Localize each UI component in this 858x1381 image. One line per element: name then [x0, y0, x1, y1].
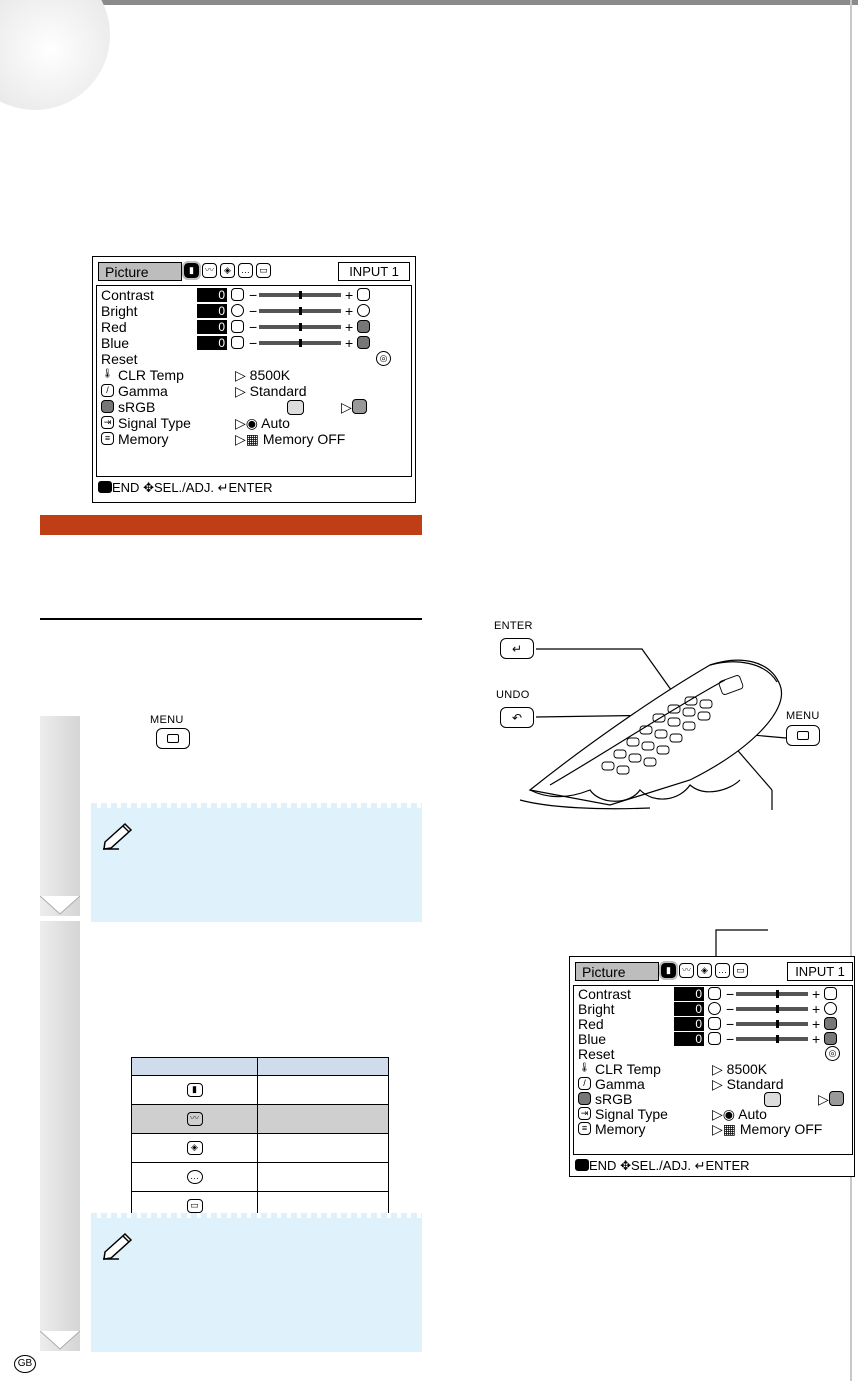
minus-sign: −	[249, 303, 258, 319]
corner-decoration	[0, 0, 110, 110]
setting-label: Gamma	[595, 1076, 645, 1092]
osd-menu-picture	[92, 256, 416, 503]
menu-key-icon	[167, 734, 179, 743]
adjust-slider	[259, 309, 341, 313]
setting-label: Signal Type	[595, 1106, 668, 1122]
row-value: 0	[674, 1017, 704, 1031]
adjust-row	[101, 303, 409, 319]
memory-icon: ≡	[578, 1122, 591, 1135]
setting-value: ▷▦ Memory OFF	[712, 1121, 823, 1137]
picture-tab-icon: ▮	[184, 263, 199, 278]
adjust-slider	[259, 293, 341, 297]
row-label: Red	[101, 319, 127, 335]
osd-menu-body	[96, 285, 412, 477]
note-pencil-icon	[101, 820, 135, 850]
row-label: Contrast	[578, 986, 631, 1002]
top-rule	[0, 0, 858, 5]
bright-low-icon	[708, 1002, 721, 1015]
setting-value: ▷ Standard	[712, 1076, 784, 1092]
setting-row	[101, 415, 409, 431]
row-value: 0	[197, 288, 227, 302]
reset-label: Reset	[578, 1046, 615, 1062]
bright-high-icon	[357, 304, 370, 317]
minus-sign: −	[249, 335, 258, 351]
osd-menu-picture-2	[569, 956, 855, 1177]
reset-row	[101, 351, 409, 367]
minus-sign: −	[726, 1016, 735, 1032]
setting-row	[578, 1061, 852, 1077]
osd-tab-name: Picture	[575, 962, 659, 981]
setting-value: ▷ 8500K	[235, 367, 291, 383]
menu-icon-table	[131, 1057, 389, 1221]
blue-high-icon	[357, 336, 370, 349]
minus-sign: −	[726, 986, 735, 1002]
osd-tab-icons	[184, 263, 271, 281]
adjust-row	[101, 287, 409, 303]
enter-arrow-icon: ↵	[694, 1158, 706, 1173]
setting-label: Signal Type	[118, 415, 191, 431]
minus-sign: −	[726, 1001, 735, 1017]
row-label: Contrast	[101, 287, 154, 303]
adjust-row	[578, 1016, 852, 1032]
step-arrow-icon	[40, 896, 80, 916]
end-key-icon	[98, 481, 112, 493]
setting-row	[101, 383, 409, 399]
srgb-on-indicator: ▷	[341, 399, 367, 415]
reset-row	[578, 1046, 852, 1062]
row-value: 0	[197, 304, 227, 318]
plus-sign: +	[345, 319, 354, 335]
language-tab-icon: …	[238, 263, 253, 278]
plus-sign: +	[812, 1031, 821, 1047]
section-divider	[40, 618, 422, 620]
setting-label: CLR Temp	[595, 1061, 661, 1077]
plus-sign: +	[345, 303, 354, 319]
enter-arrow-icon: ↵	[217, 480, 229, 495]
srgb-on-indicator: ▷	[818, 1091, 844, 1107]
signal-icon: ⇥	[578, 1107, 591, 1120]
minus-sign: −	[726, 1031, 735, 1047]
bright-low-icon	[231, 304, 244, 317]
undo-key-label: UNDO	[496, 689, 530, 701]
row-value: 0	[674, 987, 704, 1001]
contrast-high-icon	[357, 288, 370, 301]
table-row	[132, 1163, 389, 1192]
tab-icons-callout	[700, 928, 780, 958]
bright-high-icon	[824, 1002, 837, 1015]
step1-note-box	[91, 806, 422, 922]
undo-arrow-icon: ↶	[511, 710, 523, 725]
minus-sign: −	[249, 319, 258, 335]
memory-icon: ≡	[101, 432, 114, 445]
table-row	[132, 1134, 389, 1163]
reset-label: Reset	[101, 351, 138, 367]
fine-sync-tab-icon: 〰	[202, 263, 217, 278]
red-low-icon	[231, 320, 244, 333]
setting-row	[101, 399, 409, 415]
contrast-high-icon	[824, 987, 837, 1000]
adjust-slider	[736, 1007, 808, 1011]
osd-tab-bar	[575, 962, 853, 984]
enter-key-label: ENTER	[494, 620, 533, 632]
srgb-icon	[578, 1092, 591, 1105]
gamma-icon: /	[578, 1077, 591, 1090]
input-indicator: INPUT 1	[338, 262, 410, 281]
row-value: 0	[197, 320, 227, 334]
adjust-slider	[259, 325, 341, 329]
adjust-row	[578, 986, 852, 1002]
setting-label: Memory	[118, 431, 169, 447]
blue-low-icon	[708, 1032, 721, 1045]
osd-tab-bar	[98, 262, 410, 284]
adjust-slider	[736, 992, 808, 996]
signal-icon: ⇥	[101, 416, 114, 429]
step-arrow-icon	[40, 1331, 80, 1351]
plus-sign: +	[812, 1016, 821, 1032]
options-tab-icon: ◈	[697, 963, 712, 978]
thermometer-icon: 🌡	[101, 368, 114, 378]
row-label: Blue	[578, 1031, 607, 1047]
red-high-icon	[824, 1017, 837, 1030]
pip-tab-icon: ▭	[733, 963, 748, 978]
table-row	[132, 1076, 389, 1105]
adjust-slider	[736, 1022, 808, 1026]
red-high-icon	[357, 320, 370, 333]
plus-sign: +	[345, 335, 354, 351]
adjust-row	[578, 1001, 852, 1017]
setting-label: sRGB	[118, 399, 156, 415]
minus-sign: −	[249, 287, 258, 303]
srgb-off-icon	[764, 1092, 781, 1107]
setting-row	[578, 1106, 852, 1122]
adjust-slider	[736, 1037, 808, 1041]
setting-row	[101, 367, 409, 383]
osd-menu-body	[573, 985, 853, 1155]
reset-icon: ◎	[376, 351, 391, 366]
setting-row	[101, 431, 409, 447]
row-value: 0	[674, 1002, 704, 1016]
language-tab-icon: …	[715, 963, 730, 978]
picture-icon: ▮	[187, 1083, 203, 1097]
section-heading-bar	[40, 515, 422, 535]
step1-menu-key-label: MENU	[150, 714, 184, 726]
end-key-icon	[575, 1159, 589, 1171]
fine-sync-tab-icon: 〰	[679, 963, 694, 978]
language-icon: …	[187, 1170, 203, 1184]
setting-label: Gamma	[118, 383, 168, 399]
srgb-icon	[101, 400, 114, 413]
pip-tab-icon: ▭	[256, 263, 271, 278]
setting-label: sRGB	[595, 1091, 633, 1107]
row-label: Bright	[101, 303, 138, 319]
step2-note-box	[91, 1216, 422, 1352]
pip-icon: ▭	[187, 1199, 203, 1213]
enter-arrow-icon: ↵	[511, 641, 523, 656]
red-low-icon	[708, 1017, 721, 1030]
setting-label: Memory	[595, 1121, 646, 1137]
step-2-column	[40, 921, 80, 1351]
row-label: Bright	[578, 1001, 615, 1017]
osd-footer: END ✥SEL./ADJ. ↵ENTER	[98, 480, 273, 496]
fine-sync-icon: 〰	[187, 1112, 203, 1126]
remote-control-illustration	[490, 640, 858, 810]
gamma-icon: /	[101, 384, 114, 397]
adjust-row	[101, 319, 409, 335]
move-arrows-icon: ✥	[143, 480, 154, 495]
region-badge: GB	[14, 1355, 36, 1373]
contrast-low-icon	[231, 288, 244, 301]
contrast-low-icon	[708, 987, 721, 1000]
table-row	[132, 1105, 389, 1134]
setting-row	[578, 1091, 852, 1107]
options-icon: ◈	[187, 1141, 203, 1155]
setting-value: ▷◉ Auto	[712, 1106, 767, 1122]
setting-value: ▷◉ Auto	[235, 415, 290, 431]
setting-value: ▷ Standard	[235, 383, 307, 399]
row-label: Red	[578, 1016, 604, 1032]
menu-key-label: MENU	[786, 710, 820, 722]
move-arrows-icon: ✥	[620, 1158, 631, 1173]
input-indicator: INPUT 1	[787, 962, 853, 981]
row-label: Blue	[101, 335, 130, 351]
adjust-row	[101, 335, 409, 351]
setting-value: ▷ 8500K	[712, 1061, 768, 1077]
osd-footer: END ✥SEL./ADJ. ↵ENTER	[575, 1158, 750, 1174]
setting-label: CLR Temp	[118, 367, 184, 383]
adjust-slider	[259, 341, 341, 345]
picture-tab-icon: ▮	[661, 963, 676, 978]
osd-tab-name: Picture	[98, 262, 182, 281]
setting-row	[578, 1121, 852, 1137]
step-1-column	[40, 716, 80, 916]
blue-high-icon	[824, 1032, 837, 1045]
table-header-row	[132, 1058, 389, 1076]
blue-low-icon	[231, 336, 244, 349]
step1-menu-button[interactable]	[156, 728, 190, 749]
thermometer-icon: 🌡	[578, 1062, 591, 1072]
setting-value: ▷▦ Memory OFF	[235, 431, 346, 447]
adjust-row	[578, 1031, 852, 1047]
plus-sign: +	[812, 1001, 821, 1017]
note-pencil-icon	[101, 1230, 135, 1260]
row-value: 0	[674, 1032, 704, 1046]
row-value: 0	[197, 336, 227, 350]
setting-row	[578, 1076, 852, 1092]
plus-sign: +	[345, 287, 354, 303]
options-tab-icon: ◈	[220, 263, 235, 278]
plus-sign: +	[812, 986, 821, 1002]
srgb-off-icon	[287, 400, 304, 415]
osd-tab-icons	[661, 963, 748, 981]
reset-icon: ◎	[825, 1046, 840, 1061]
